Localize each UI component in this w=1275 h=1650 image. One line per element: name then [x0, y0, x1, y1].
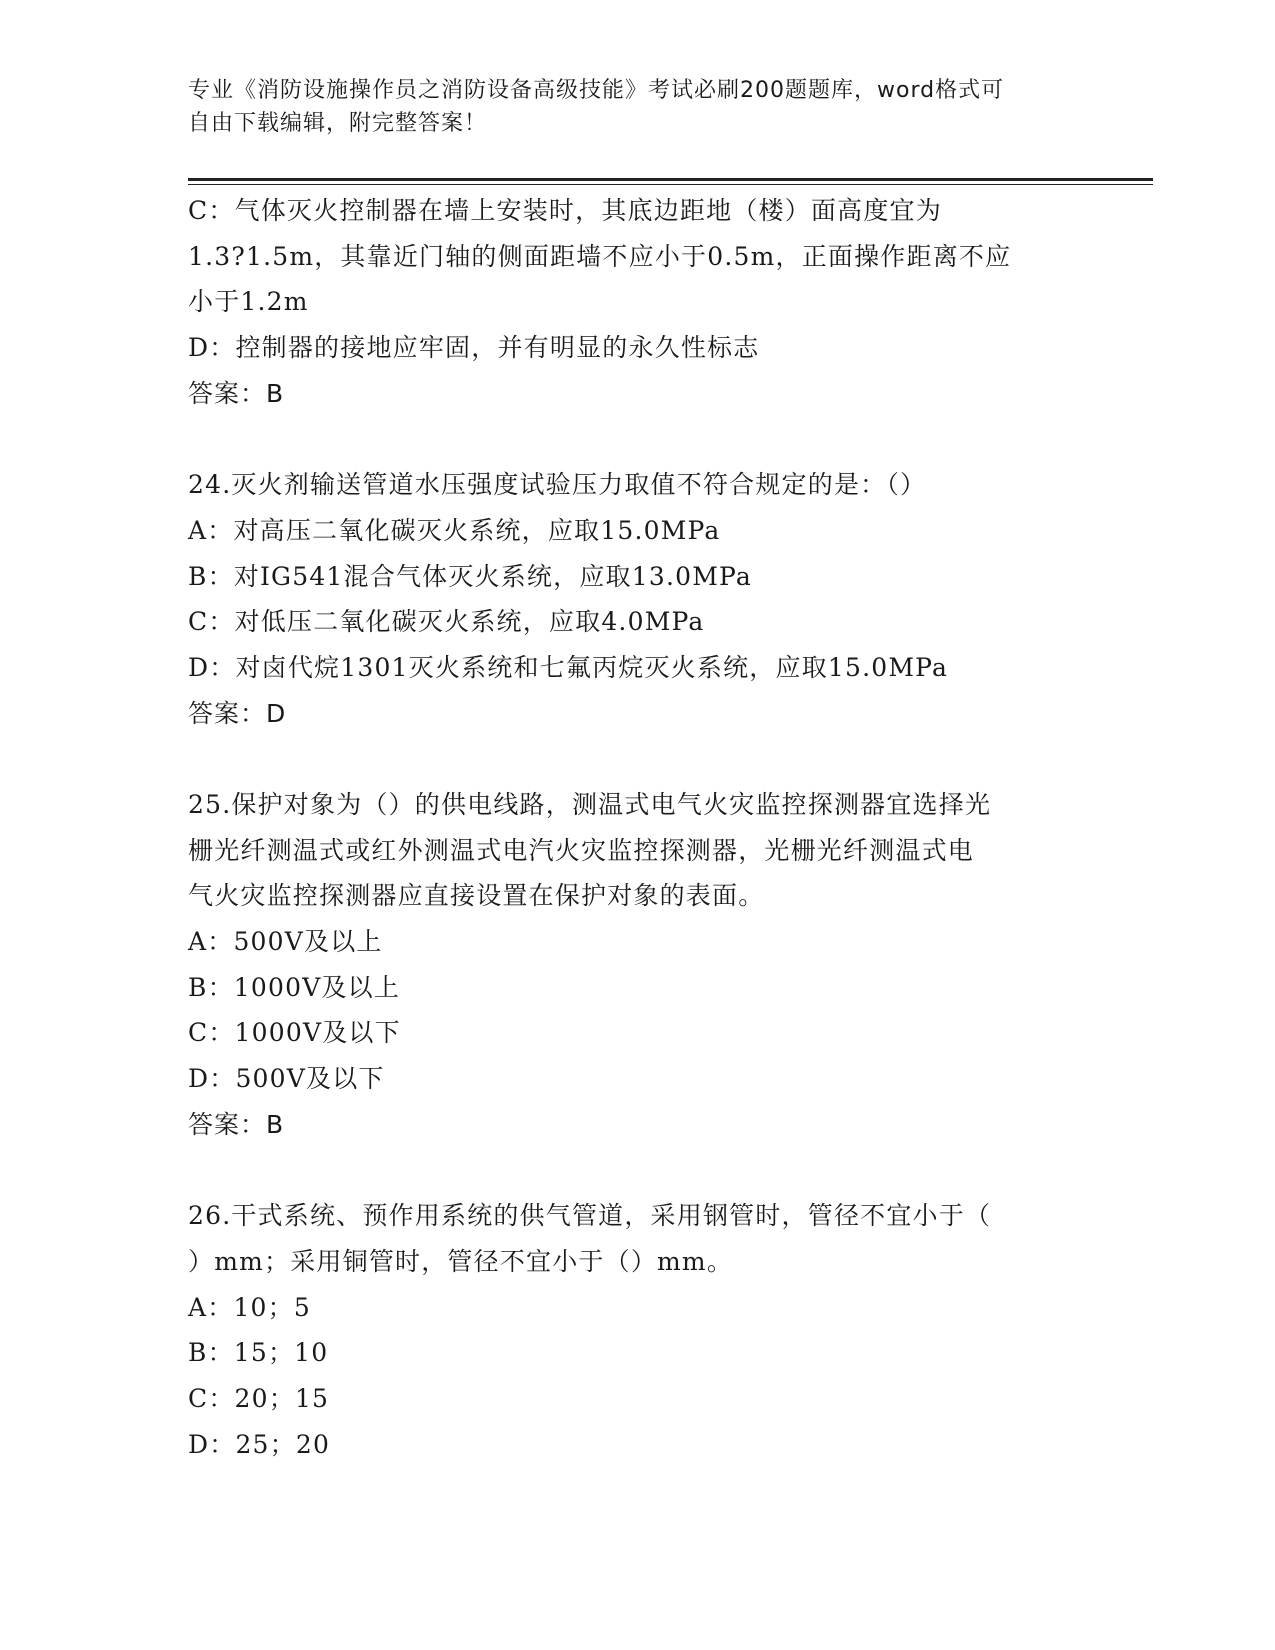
option-d: D：25；20 [188, 1429, 331, 1459]
header-line-2: 自由下载编辑，附完整答案！ [188, 111, 488, 136]
option-c: C：20；15 [188, 1383, 330, 1413]
option-b: B：15；10 [188, 1338, 329, 1368]
question-text-line-3: 气火灾监控探测器应直接设置在保护对象的表面。 [188, 881, 765, 911]
spacer [188, 736, 1088, 782]
header-line-1: 专业《消防设施操作员之消防设备高级技能》考试必刷200题题库，word格式可 [188, 78, 1005, 103]
spacer [188, 416, 1088, 462]
question-24 [188, 462, 1088, 736]
option-c: C：1000V及以下 [188, 1018, 401, 1048]
question-text-line-1: 25.保护对象为（）的供电线路，测温式电气火灾监控探测器宜选择光 [188, 789, 992, 819]
question-text-line-2: 栅光纤测温式或红外测温式电汽火灾监控探测器，光栅光纤测温式电 [188, 835, 975, 865]
header-divider-thick [188, 178, 1153, 181]
option-c-line-1: C：气体灭火控制器在墙上安装时，其底边距地（楼）面高度宜为 [188, 196, 942, 225]
option-b: B：1000V及以上 [188, 972, 401, 1002]
question-26 [188, 1193, 1088, 1467]
answer: 答案：B [188, 378, 285, 408]
option-a: A：500V及以上 [188, 927, 383, 956]
option-c-line-3: 小于1.2m [188, 287, 309, 317]
question-text-line-2: ）mm；采用铜管时，管径不宜小于（）mm。 [188, 1246, 734, 1276]
spacer [188, 1147, 1088, 1193]
question-25 [188, 782, 1088, 1148]
option-a: A：对高压二氧化碳灭火系统，应取15.0MPa [188, 515, 721, 545]
option-c-line-2: 1.3?1.5m，其靠近门轴的侧面距墙不应小于0.5m，正面操作距离不应 [188, 241, 1012, 271]
question-23-tail [188, 188, 1088, 416]
option-a: A：10；5 [188, 1292, 311, 1322]
option-d: D：对卤代烷1301灭火系统和七氟丙烷灭火系统，应取15.0MPa [188, 652, 949, 682]
question-text-line-1: 26.干式系统、预作用系统的供气管道，采用钢管时，管径不宜小于（ [188, 1201, 992, 1231]
question-text: 24.灭火剂输送管道水压强度试验压力取值不符合规定的是：（） [188, 470, 927, 500]
document-header [188, 74, 1068, 140]
answer: 答案：D [188, 698, 287, 728]
option-d: D：500V及以下 [188, 1064, 385, 1094]
question-list [188, 188, 1088, 1467]
option-d: D：控制器的接地应牢固，并有明显的永久性标志 [188, 333, 760, 363]
header-divider-thin [188, 184, 1153, 185]
option-b: B：对IG541混合气体灭火系统，应取13.0MPa [188, 561, 753, 591]
answer: 答案：B [188, 1109, 285, 1139]
option-c: C：对低压二氧化碳灭火系统，应取4.0MPa [188, 607, 705, 637]
